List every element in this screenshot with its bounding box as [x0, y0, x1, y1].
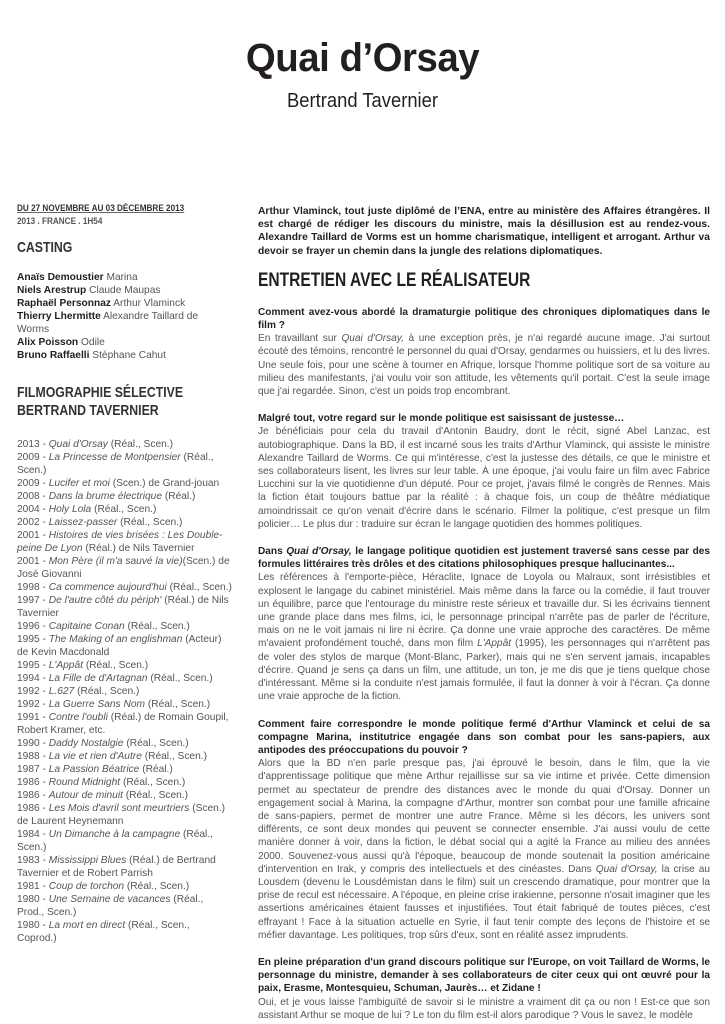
film-credit: (Réal., Scen.) — [127, 621, 190, 632]
film-credit: (Réal., Scen.) — [126, 881, 190, 892]
cast-item — [17, 310, 232, 336]
film-year: 1994 — [17, 673, 40, 684]
role-name: Alexandre Taillard de Worms — [17, 311, 199, 335]
filmography-item: 1986 - Autour de minuit (Réal., Scen.) — [17, 790, 189, 801]
role-name: Stéphane Cahut — [92, 350, 166, 361]
film-title-entry: Mon Père (il m'a sauvé la vie) — [48, 556, 183, 567]
film-title-entry: The Making of an englishman — [48, 634, 183, 645]
interview-question: En pleine préparation d'un grand discours politique sur l'Europe, on voit Taillard de Worms, le personnage du ministre, demander à ses collaborateurs de citer ceux qui ont œuvré pour la paix, Erasme, Montesquieu, Schuman, Jaurès… et Zidane ! — [258, 956, 710, 995]
film-credit: (Réal., Scen.) — [85, 660, 149, 671]
film-title-entry: L.627 — [48, 686, 75, 697]
film-credit: (Réal., Scen.) — [144, 751, 207, 762]
filmography-item: 2009 - La Princesse de Montpensier (Réal., Scen.) — [17, 452, 214, 476]
film-credit: (Réal., Scen.) — [150, 673, 213, 684]
film-year: 1980 — [17, 894, 40, 905]
interview-answer — [258, 332, 710, 398]
film-year: 2013 — [17, 439, 40, 450]
director-name: Bertrand Tavernier — [286, 90, 439, 112]
film-year: 2001 — [17, 530, 40, 541]
film-credit: (Acteur) de Kevin Macdonald — [17, 634, 222, 658]
filmography-item: 2013 - Quai d'Orsay (Réal., Scen.) — [17, 439, 173, 450]
film-meta: 2013 . FRANCE . 1H54 — [17, 216, 103, 227]
film-year: 1986 — [17, 803, 40, 814]
film-year: 1995 — [17, 660, 40, 671]
cast-item — [17, 284, 232, 297]
cast-list — [17, 271, 232, 362]
film-credit: (Réal., Scen.) — [94, 504, 157, 515]
film-year: 1986 — [17, 777, 40, 788]
film-title-entry: Capitaine Conan — [48, 621, 125, 632]
filmography-item: 1996 - Capitaine Conan (Réal., Scen.) — [17, 621, 190, 632]
film-title-entry: Une Semaine de vacances — [48, 894, 171, 905]
film-credit: (Réal., Scen.) — [169, 582, 232, 593]
actor-name: Niels Arestrup — [17, 285, 87, 296]
film-title-entry: La Guerre Sans Nom — [48, 699, 145, 710]
role-name: Odile — [80, 337, 105, 348]
film-title: Quai d’Orsay — [245, 36, 480, 80]
film-title-entry: Dans la brume électrique — [48, 491, 162, 502]
answer-italic: L'Appât — [477, 638, 512, 650]
filmography-item: 1986 - Les Mois d'avril sont meurtriers (Scen.) de Laurent Heynemann — [17, 803, 226, 827]
film-title-entry: Holy Lola — [48, 504, 92, 515]
film-title-entry: Laissez-passer — [48, 517, 118, 528]
casting-heading: CASTING — [17, 239, 73, 256]
film-year: 1991 — [17, 712, 40, 723]
film-title-entry: La vie et rien d'Autre — [48, 751, 142, 762]
interview-question: Malgré tout, votre regard sur le monde politique est saisissant de justesse… — [258, 413, 625, 425]
film-title-entry: Quai d'Orsay — [48, 439, 108, 450]
answer-text: Alors que la BD n'en parle presque pas, j'ai éprouvé le besoin, dans le film, que la vie d'apprentissage politique que mène Arthur rejaillisse sur sa vie intime et privée. Cette dimension permet au spectateur de prendre des distances avec le monde du quai d'Orsay. Donner un engagement social à Marina, la compagne d'Arthur, montrer son combat pour une famille africaine de sans-papiers, permet de montrer une autre France. Même si les décors, les univers sont différents, ce sont deux mondes qui peuvent se connecter ensemble. J'ai aussi voulu de cette manière donner à voir, dans la fiction, le débat social qui a agité la France au milieu des années 2000. Souvenez-vous aussi qu'à l'époque, beaucoup de monde soutenait la position américaine d'intervention en Irak, y compris des intellectuels et des cinéastes. Dans — [258, 758, 710, 875]
interview-block — [258, 956, 710, 1022]
role-name: Claude Maupas — [89, 285, 161, 296]
film-title-entry: Ca commence aujourd'hui — [48, 582, 167, 593]
film-title-entry: De l'autre côté du périph' — [48, 595, 162, 606]
question-text: le langage politique quotidien est justement traversé sans cesse par des formules littéraires très drôles et des citations philosophiques presque hallucinantes... — [258, 546, 710, 571]
film-year: 2009 — [17, 478, 40, 489]
film-year: 1983 — [17, 855, 40, 866]
role-name: Arthur Vlaminck — [113, 298, 186, 309]
film-credit: (Réal., Scen.) — [125, 790, 189, 801]
filmography-heading-line2: BERTRAND TAVERNIER — [17, 402, 159, 419]
film-credit: (Réal., Scen.) — [126, 738, 189, 749]
film-credit: (Réal., Scen.) — [17, 452, 214, 476]
filmography-item: 1992 - L.627 (Réal., Scen.) — [17, 686, 140, 697]
film-title-entry: La mort en direct — [48, 920, 126, 931]
filmography-item: 1995 - L'Appât (Réal., Scen.) — [17, 660, 149, 671]
filmography-item: 1983 - Mississippi Blues (Réal.) de Bertrand Tavernier et de Robert Parrish — [17, 855, 216, 879]
answer-text: la crise au Lousdem (devenu le Lousdémistan dans le film) suit un crescendo dramatique, pour montrer que la prise de recul est nécessaire. A l'époque, en pleine crise irakienne, personne n'osait imaginer que les assertions américaines étaient fausses et injustifiées. Tout était fabriqué de toutes pièces, c'est effrayant ! Face à la situation actuelle en Syrie, il faut tenir compte des leçons de l'histoire et se méfier davantage. Les politiques, trop sûrs d'eux, sont en réalité assez imprudents. — [258, 863, 710, 941]
interview-block — [258, 306, 710, 398]
film-year: 1997 — [17, 595, 40, 606]
answer-text: En travaillant sur — [258, 333, 342, 345]
film-title-entry: Contre l'oubli — [48, 712, 108, 723]
film-year: 1990 — [17, 738, 40, 749]
film-credit: (Réal.) de Romain Goupil, Robert Kramer, etc. — [17, 712, 229, 736]
answer-text: (1995), les personnages qui n'arrêtent pas de voler des stylos de marque (Mont-Blanc, Parker), mais qui ne s'en servent jamais, incapables d'écrire. Quand je sens ça dans un film, une attitude, un ton, je me dis que je tiens quelque chose d'intéressant. Même si la conduite n'est jamais formulée, il faut la donner à voir à l'écran. Ça donne une vraie approche de la fiction. — [258, 638, 710, 703]
film-title-entry: Round Midnight — [48, 777, 121, 788]
left-column — [17, 203, 232, 945]
cast-item — [17, 297, 232, 310]
film-title-entry: L'Appât — [48, 660, 83, 671]
cast-item — [17, 271, 232, 284]
film-year: 1992 — [17, 686, 40, 697]
interview-answer — [258, 757, 710, 942]
film-year: 2009 — [17, 452, 40, 463]
film-year: 1998 — [17, 582, 40, 593]
film-title-entry: Autour de minuit — [48, 790, 123, 801]
role-name: Marina — [106, 272, 138, 283]
film-year: 1980 — [17, 920, 40, 931]
cast-item — [17, 349, 232, 362]
filmography-heading — [17, 384, 193, 420]
film-year: 1995 — [17, 634, 40, 645]
filmography-item: 1986 - Round Midnight (Réal., Scen.) — [17, 777, 186, 788]
filmography-item: 1980 - La mort en direct (Réal., Scen., Coprod.) — [17, 920, 190, 944]
interview-block — [258, 412, 710, 531]
filmography-item: 2002 - Laissez-passer (Réal., Scen.) — [17, 517, 183, 528]
film-year: 2002 — [17, 517, 40, 528]
film-title-entry: Les Mois d'avril sont meurtriers — [48, 803, 190, 814]
film-year: 1986 — [17, 790, 40, 801]
answer-italic: Quai d'Orsay, — [341, 333, 404, 345]
film-credit: (Réal., Scen.) — [17, 829, 213, 853]
film-title-entry: La Princesse de Montpensier — [48, 452, 181, 463]
film-year: 2004 — [17, 504, 40, 515]
answer-italic: Quai d'Orsay, — [595, 863, 658, 875]
filmography-item: 2001 - Mon Père (il m'a sauvé la vie)(Scen.) de José Giovanni — [17, 556, 230, 580]
interview-question: Comment faire correspondre le monde politique fermé d'Arthur Vlaminck et celui de sa compagne Marina, institutrice engagée dans son combat pour les sans-papiers, aux antipodes des préoccupations du pouvoir ? — [258, 718, 710, 756]
interview-answer: Je bénéficiais pour cela du travail d'Antonin Baudry, dont le récit, signé Abel Lanzac, est autobiographique. Dans la BD, il est incarné sous les traits d'Arthur Vlaminck, qui assiste le ministre Alexandre Taillard de Worms. Ce qui m'intéresse, c'est la justesse des détails, ce que le ministre et ses collaborateurs lisent, les livres sur leur table. À une époque, j'ai voulu faire un film avec Fabrice Lucchini sur la vie quotidienne d'un député. Pour ce projet, j'avais filmé le congrès de Rennes. Mais la fiction était toujours battue par la réalité : à chaque fois, un coup de théâtre médiatique amoindrissait ce qu'on venait d'écrire dans le scénario. Filmer la politique, c'est presque un film policier… Le plus dur : traduire sur écran le langage quotidien des hommes politiques. — [258, 426, 710, 530]
actor-name: Bruno Raffaelli — [17, 350, 90, 361]
film-title-entry: Coup de torchon — [48, 881, 125, 892]
film-credit: (Réal., Prod., Scen.) — [17, 894, 204, 918]
filmography-item: 1984 - Un Dimanche à la campagne (Réal., Scen.) — [17, 829, 213, 853]
actor-name: Thierry Lhermitte — [17, 311, 101, 322]
film-year: 1992 — [17, 699, 40, 710]
film-year: 2001 — [17, 556, 40, 567]
answer-text: à une exception près, je n'ai regardé aucune image. J'ai surtout écouté des témoins, rencontré le personnel du quai d'Orsay, gendarmes ou huissiers, et lu des livres. Une seule fois, pour une scène à tourner en Afrique, lorsque l'homme politique sort de sa voiture au milieu des manifestants, j'ai voulu voir son attitude, les vêtements qu'il portait. C'est la seule image que j'ai regardée. Sinon, c'est un poids trop encombrant. — [258, 333, 710, 398]
film-credit: (Réal.) de Bertrand Tavernier et de Robert Parrish — [17, 855, 216, 879]
film-credit: (Réal., Scen.) — [110, 439, 173, 450]
film-credit: (Réal.) — [142, 764, 173, 775]
film-credit: (Réal., Scen.) — [147, 699, 211, 710]
filmography-item: 1990 - Daddy Nostalgie (Réal., Scen.) — [17, 738, 189, 749]
filmography-item: 1981 - Coup de torchon (Réal., Scen.) — [17, 881, 190, 892]
answer-text: Les références à l'emporte-pièce, Héraclite, Ignace de Loyola ou Malraux, sont irrésistibles et explosent le langage du cabinet ministériel. Mais même dans la farce ou la comédie, il faut trouver un équilibre, parce que l'entourage du ministre reste sérieux et travaille dur. Si les écrivains tiennent une grande place dans mes films, ici, le personnage principal n'arrête pas de parler de l'écriture, mais on ne le voit jamais ni lire ni écrire. Ça donne une vraie approche des caractères. De même m'avaient profondément touché, dans mon film — [258, 572, 710, 650]
filmography-item: 2004 - Holy Lola (Réal., Scen.) — [17, 504, 157, 515]
filmography-item: 1997 - De l'autre côté du périph' (Réal.) de Nils Tavernier — [17, 595, 229, 619]
synopsis: Arthur Vlaminck, tout juste diplômé de l’ENA, entre au ministère des Affaires étrangères. Il est chargé de rédiger les discours du ministre, mais la désillusion est au rendez-vous. Alexandre Taillard de Vorms est un homme charismatique, intelligent et arrogant. Arthur va devoir se frayer un chemin dans la jungle des relations diplomatiques. — [258, 206, 710, 257]
screening-dates: DU 27 NOVEMBRE AU 03 DÉCEMBRE 2013 — [17, 203, 185, 214]
interview-answer: Oui, et je vous laisse l'ambiguïté de savoir si le ministre a vraiment dit ça ou non ! Est-ce que son assistant Arthur se moque de lui ? Le ton du film est-il alors parodique ? Vous le savez, le modèle — [258, 996, 710, 1021]
actor-name: Raphaël Personnaz — [17, 298, 111, 309]
filmography-item: 1994 - La Fille de d'Artagnan (Réal., Scen.) — [17, 673, 213, 684]
filmography-heading-line1: FILMOGRAPHIE SÉLECTIVE — [17, 384, 184, 401]
film-year: 1988 — [17, 751, 40, 762]
film-title-entry: Daddy Nostalgie — [48, 738, 124, 749]
filmography-item: 2008 - Dans la brume électrique (Réal.) — [17, 491, 196, 502]
film-title-entry: Lucifer et moi — [48, 478, 110, 489]
film-credit: (Scen.) de Laurent Heynemann — [17, 803, 226, 827]
actor-name: Alix Poisson — [17, 337, 79, 348]
question-italic: Quai d'Orsay, — [286, 546, 352, 558]
film-year: 1996 — [17, 621, 40, 632]
film-credit: (Scen.) de José Giovanni — [17, 556, 230, 580]
filmography-item: 1995 - The Making of an englishman (Acteur) de Kevin Macdonald — [17, 634, 222, 658]
interview-question — [258, 545, 710, 571]
film-year: 1984 — [17, 829, 40, 840]
right-column — [258, 205, 710, 1022]
film-title-entry: Mississippi Blues — [48, 855, 127, 866]
film-year: 1981 — [17, 881, 40, 892]
actor-name: Anaïs Demoustier — [17, 272, 104, 283]
film-title-entry: La Fille de d'Artagnan — [48, 673, 148, 684]
film-credit: (Réal., Scen., Coprod.) — [17, 920, 190, 944]
filmography-list — [17, 438, 232, 945]
interview-block — [258, 718, 710, 942]
interview-block — [258, 545, 710, 703]
film-credit: (Réal.) de Nils Tavernier — [17, 595, 229, 619]
filmography-item: 1987 - La Passion Béatrice (Réal.) — [17, 764, 173, 775]
film-year: 1987 — [17, 764, 40, 775]
filmography-item: 1988 - La vie et rien d'Autre (Réal., Scen.) — [17, 751, 207, 762]
question-text: Dans — [258, 546, 287, 558]
filmography-item: 1998 - Ca commence aujourd'hui (Réal., Scen.) — [17, 582, 232, 593]
cast-item — [17, 336, 232, 349]
film-credit: (Réal.) — [164, 491, 196, 502]
film-title-entry: Histoires de vies brisées : Les Double-peine De Lyon — [17, 530, 223, 554]
film-credit: (Réal., Scen.) — [120, 517, 183, 528]
filmography-item: 2001 - Histoires de vies brisées : Les Double-peine De Lyon (Réal.) de Nils Tavernier — [17, 530, 223, 554]
film-credit: (Réal., Scen.) — [77, 686, 140, 697]
film-credit: (Réal.) de Nils Tavernier — [85, 543, 195, 554]
filmography-item: 1980 - Une Semaine de vacances (Réal., Prod., Scen.) — [17, 894, 204, 918]
interview-question: Comment avez-vous abordé la dramaturgie politique des chroniques diplomatiques dans le film ? — [258, 306, 710, 332]
film-title-entry: La Passion Béatrice — [48, 764, 140, 775]
filmography-item: 1992 - La Guerre Sans Nom (Réal., Scen.) — [17, 699, 211, 710]
interview-heading: ENTRETIEN AVEC LE RÉALISATEUR — [258, 269, 531, 291]
filmography-item: 1991 - Contre l'oubli (Réal.) de Romain Goupil, Robert Kramer, etc. — [17, 712, 229, 736]
filmography-item: 2009 - Lucifer et moi (Scen.) de Grand-jouan — [17, 478, 220, 489]
film-credit: (Réal., Scen.) — [122, 777, 186, 788]
film-title-entry: Un Dimanche à la campagne — [48, 829, 181, 840]
film-credit: (Scen.) de Grand-jouan — [112, 478, 220, 489]
film-year: 2008 — [17, 491, 40, 502]
interview-answer — [258, 571, 710, 703]
